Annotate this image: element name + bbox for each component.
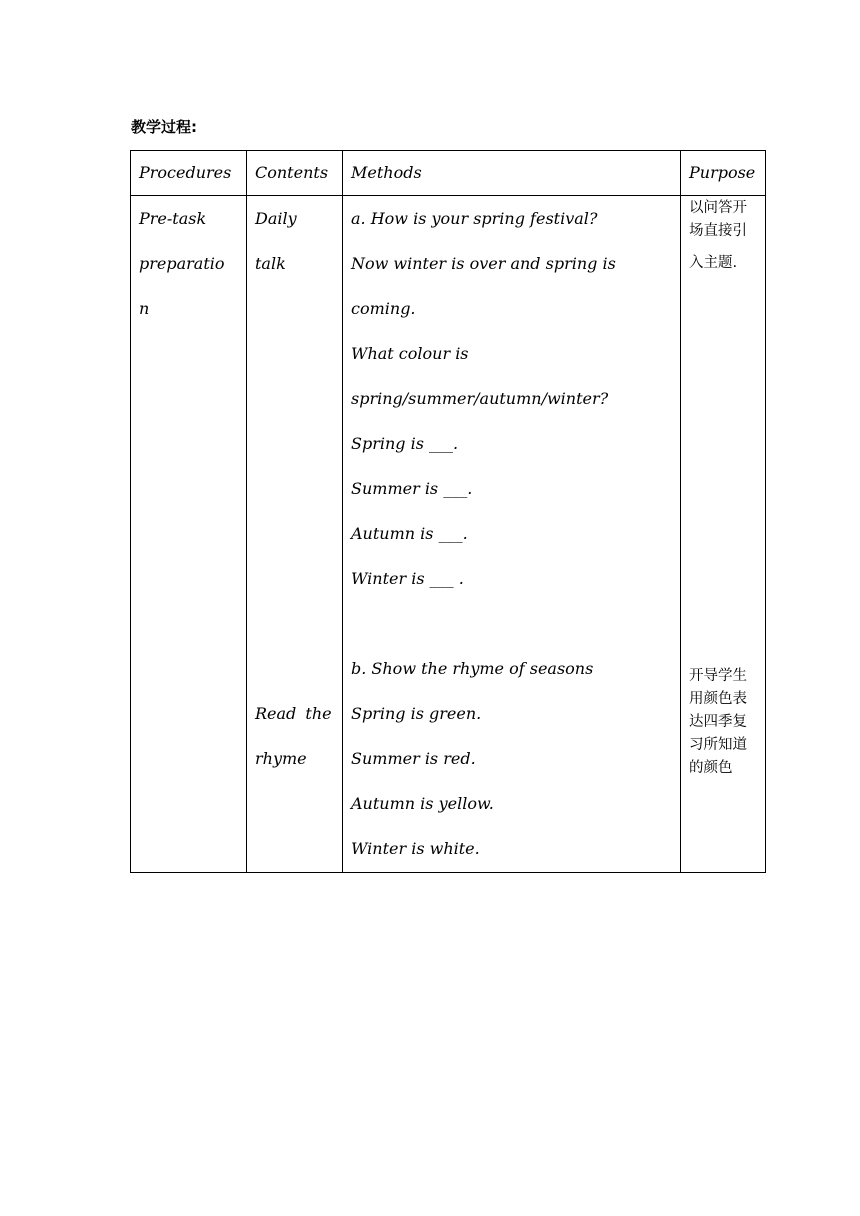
procedures-line: n (139, 299, 150, 318)
purpose-line: 习所知道 (689, 737, 747, 753)
procedures-line: preparatio (139, 254, 225, 273)
method-line: Summer is red. (351, 749, 476, 768)
table-row (131, 196, 766, 873)
header-methods: Methods (343, 151, 681, 196)
methods-cell (343, 196, 681, 873)
procedures-cell (131, 196, 247, 873)
method-line: b. Show the rhyme of seasons (351, 659, 594, 678)
purpose-line: 达四季复 (689, 714, 747, 730)
method-line: Autumn is yellow. (351, 794, 494, 813)
method-line: a. How is your spring festival? (351, 209, 598, 228)
procedures-line: Pre-task (139, 209, 207, 228)
contents-line: rhyme (255, 749, 307, 768)
method-line: What colour is (351, 344, 469, 363)
contents-line: Read the (255, 704, 332, 723)
purpose-line: 开导学生 (689, 668, 747, 684)
purpose-line: 的颜色 (689, 760, 733, 776)
contents-cell (247, 196, 343, 873)
header-procedures: Procedures (131, 151, 247, 196)
method-line: spring/summer/autumn/winter? (351, 389, 609, 408)
method-line: Winter is white. (351, 839, 480, 858)
section-heading: 教学过程: (131, 118, 197, 136)
method-line: Winter is ___ . (351, 569, 464, 588)
purpose-line: 场直接引 (689, 223, 747, 239)
contents-line: talk (255, 254, 286, 273)
purpose-line: 用颜色表 (689, 691, 747, 707)
method-line: Spring is green. (351, 704, 482, 723)
method-line: coming. (351, 299, 416, 318)
contents-line: Daily (255, 209, 297, 228)
method-line: Now winter is over and spring is (351, 254, 616, 273)
purpose-cell (681, 196, 766, 873)
method-line: Autumn is ___. (351, 524, 468, 543)
header-purpose: Purpose (681, 151, 766, 196)
teaching-process-table (130, 150, 766, 873)
purpose-line: 以问答开 (689, 200, 747, 216)
method-line: Summer is ___. (351, 479, 473, 498)
purpose-line: 入主题. (689, 255, 738, 271)
table-header-row (131, 151, 766, 196)
method-line: Spring is ___. (351, 434, 459, 453)
header-contents: Contents (247, 151, 343, 196)
